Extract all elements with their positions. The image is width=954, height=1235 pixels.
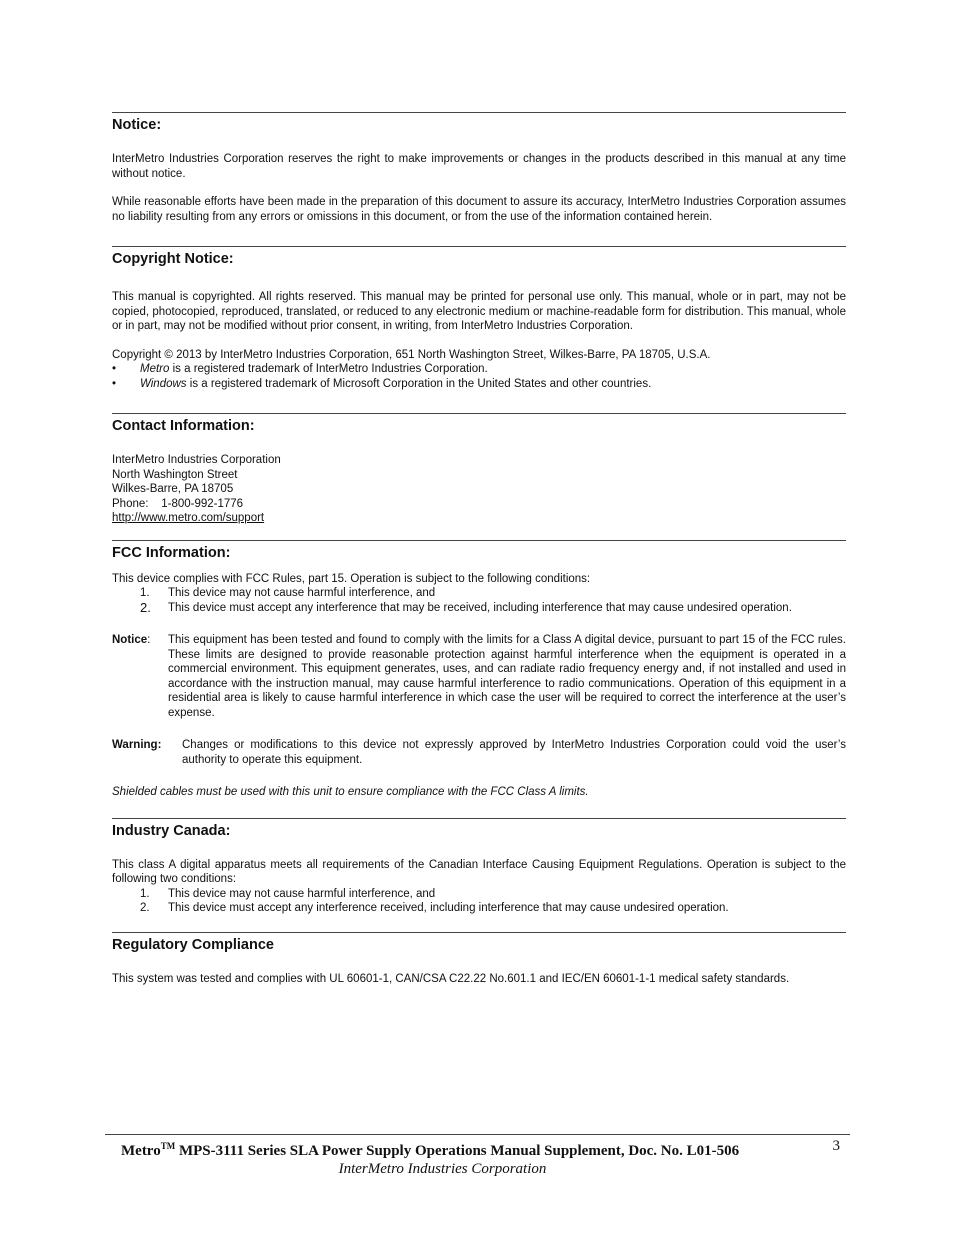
contact-section: [112, 413, 846, 526]
footer-brand: Metro: [121, 1143, 161, 1159]
regulatory-heading: Regulatory Compliance: [112, 936, 274, 953]
copyright-paragraph-2: Copyright © 2013 by InterMetro Industries Corporation, 651 North Washington Street, Wilkes-Barre, PA 18705, U.S.A.: [112, 348, 711, 361]
footer-company: InterMetro Industries Corporation: [338, 1161, 547, 1177]
fcc-conditions-list: [112, 586, 846, 615]
fcc-warning: [112, 738, 846, 767]
warning-text: Changes or modifications to this device not expressly approved by InterMetro Industries Corporation could void the user’s authority to operate this equipment.: [182, 739, 846, 766]
bullet-icon: •: [112, 377, 117, 390]
contact-phone-row: [112, 497, 846, 512]
list-item: [112, 377, 846, 392]
contact-street: North Washington Street: [112, 468, 238, 481]
copyright-heading: Copyright Notice:: [112, 251, 234, 267]
phone-label: Phone:: [112, 497, 149, 510]
copyright-section: [112, 246, 846, 391]
trademark-text: is a registered trademark of InterMetro Industries Corporation.: [169, 363, 488, 375]
trademark-sup: TM: [160, 1141, 176, 1151]
list-item: [112, 362, 846, 377]
fcc-notice: [112, 633, 846, 720]
contact-url-row: [112, 511, 846, 526]
phone-number: 1-800-992-1776: [161, 497, 244, 510]
bullet-icon: •: [112, 363, 117, 375]
support-link[interactable]: http://www.metro.com/support: [112, 512, 265, 524]
regulatory-section: [112, 932, 846, 987]
document-page: [112, 112, 846, 986]
list-text: This device may not cause harmful interference, and: [168, 587, 436, 599]
fcc-intro: This device complies with FCC Rules, part 15. Operation is subject to the following conditions:: [112, 572, 591, 585]
list-item: [112, 887, 846, 902]
fcc-heading: FCC Information:: [112, 544, 231, 561]
notice-heading: Notice:: [112, 117, 162, 133]
list-number: 2.: [140, 902, 150, 914]
canada-conditions-list: [112, 887, 846, 916]
canada-intro: This class A digital apparatus meets all requirements of the Canadian Interface Causing Equipment Regulations. Operation is subject to the following two conditions:: [112, 858, 846, 885]
list-text: This device must accept any interference received, including interference that may cause undesired operation.: [168, 902, 729, 914]
list-number: 1.: [140, 887, 150, 900]
shielded-cables-note: [112, 785, 846, 800]
list-item: [112, 586, 846, 601]
list-number: 2.: [140, 599, 151, 615]
notice-paragraph-2: While reasonable efforts have been made in the preparation of this document to assure its accuracy, InterMetro Industries Corporation assumes no liability resulting from any errors or omissions in this document, or from the use of the information contained herein.: [112, 196, 846, 223]
notice-label: [112, 633, 168, 720]
footer-doc-title: MPS-3111 Series SLA Power Supply Operations Manual Supplement, Doc. No. L01-506: [175, 1143, 740, 1159]
list-text: This device must accept any interference that may be received, including interference that may cause undesired operation.: [168, 601, 792, 614]
trademark-name: Windows: [140, 377, 187, 390]
warning-label: Warning:: [112, 739, 162, 751]
footer-title: [105, 1137, 850, 1160]
fcc-section: [112, 540, 846, 800]
list-item: [112, 601, 846, 616]
trademark-text: is a registered trademark of Microsoft Corporation in the United States and other countries.: [186, 377, 652, 390]
page-number: 3: [832, 1138, 840, 1154]
notice-paragraph-1: InterMetro Industries Corporation reserves the right to make improvements or changes in the products described in this manual at any time without notice.: [112, 153, 846, 180]
trademark-name: Metro: [140, 363, 170, 375]
copyright-paragraph-1: This manual is copyrighted. All rights reserved. This manual may be printed for personal use only. This manual, whole or in part, may not be copied, photocopied, reproduced, translated, or reduced to any electronic medium or machine-readable form for distribution. This manual, whole or in part, may not be modified without prior consent, in writing, from InterMetro Industries Corporation.: [112, 291, 846, 332]
list-text: This device may not cause harmful interference, and: [168, 887, 436, 900]
canada-section: [112, 818, 846, 916]
contact-city: Wilkes-Barre, PA 18705: [112, 483, 234, 495]
contact-company: InterMetro Industries Corporation: [112, 454, 281, 466]
notice-section: [112, 112, 846, 224]
contact-heading: Contact Information:: [112, 418, 255, 434]
page-footer: [105, 1134, 850, 1178]
notice-text: This equipment has been tested and found to comply with the limits for a Class A digital device, pursuant to part 15 of the FCC rules. These limits are designed to provide reasonable protection against harmful interference when the equipment is operated in a commercial environment. This equipment generates, uses, and can radiate radio frequency energy and, if not installed and used in accordance with the instruction manual, may cause harmful interference to radio communications. Operation of this equipment in a residential area is likely to cause harmful interference in which case the user will be required to correct the interference at the user’s expense.: [168, 634, 846, 719]
notice-label-colon: :: [147, 634, 151, 646]
list-number: 1.: [140, 587, 150, 599]
canada-heading: Industry Canada:: [112, 822, 231, 839]
contact-address: [112, 453, 846, 526]
list-item: [112, 901, 846, 916]
trademark-list: [112, 362, 846, 391]
shielded-cables-text: Shielded cables must be used with this unit to ensure compliance with the FCC Class A limits.: [112, 786, 589, 798]
regulatory-text: This system was tested and complies with UL 60601-1, CAN/CSA C22.22 No.601.1 and IEC/EN 60601-1-1 medical safety standards.: [112, 972, 790, 985]
notice-label-text: Notice: [112, 634, 148, 646]
